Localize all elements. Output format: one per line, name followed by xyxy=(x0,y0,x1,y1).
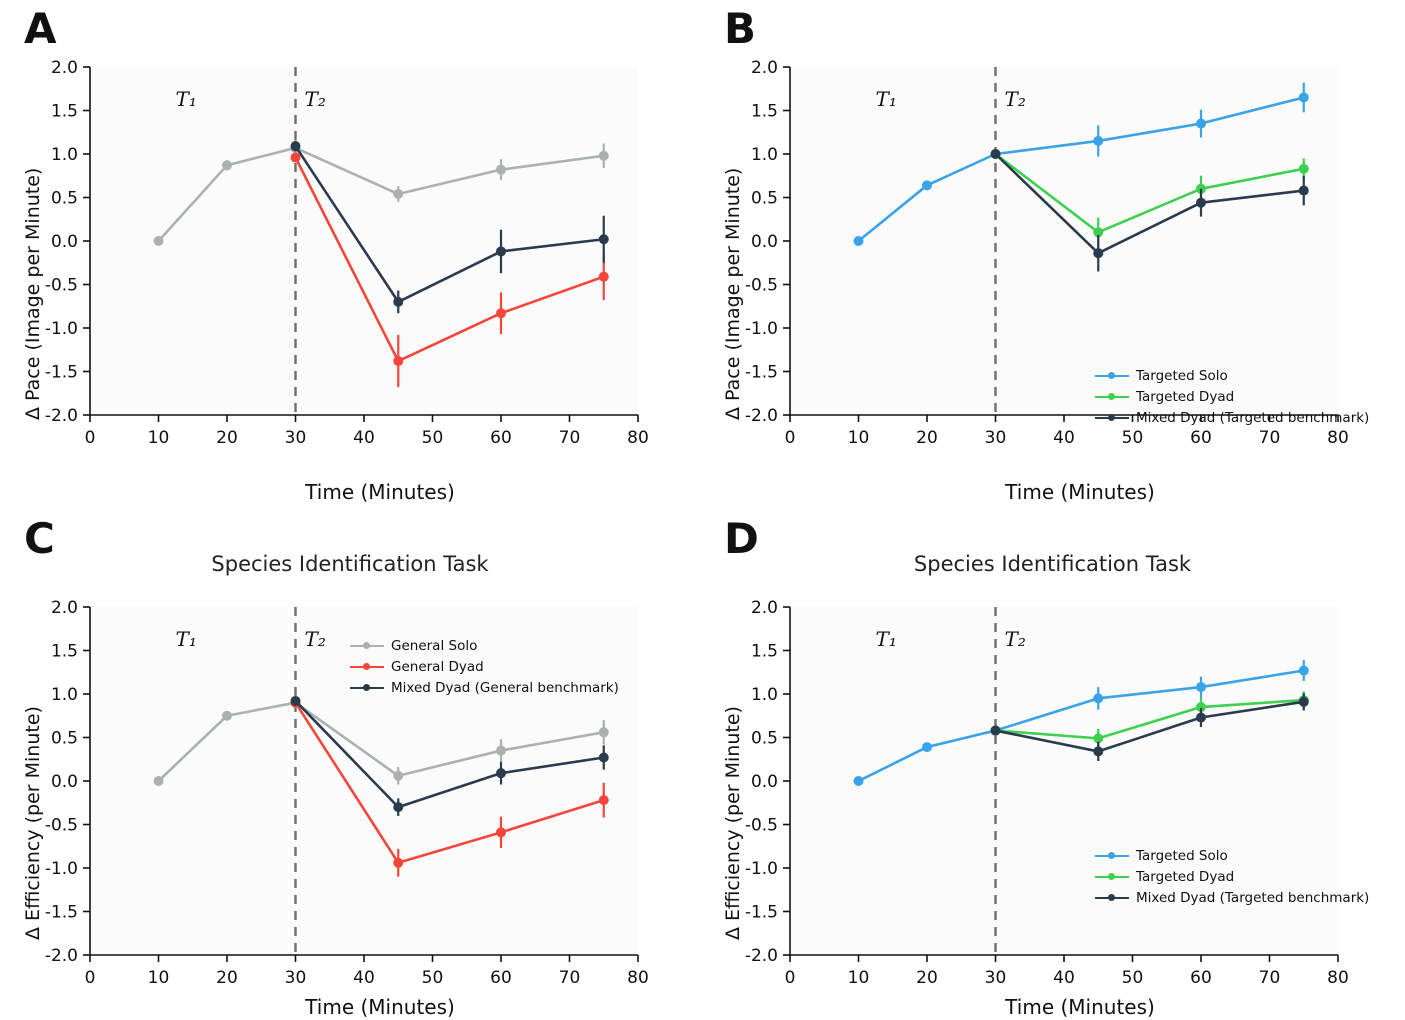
svg-text:-2.0: -2.0 xyxy=(744,406,778,426)
svg-text:50: 50 xyxy=(1121,428,1144,448)
svg-text:20: 20 xyxy=(216,428,238,448)
legend-marker-icon xyxy=(1095,412,1129,424)
svg-text:-2.0: -2.0 xyxy=(744,946,778,966)
svg-text:0.5: 0.5 xyxy=(750,728,778,749)
svg-text:60: 60 xyxy=(490,968,512,988)
panel-b xyxy=(700,0,1405,510)
svg-text:0.0: 0.0 xyxy=(50,232,78,252)
panel-title-d: Species Identification Task xyxy=(913,552,1192,576)
legend-c xyxy=(350,635,619,698)
svg-text:0: 0 xyxy=(784,428,796,448)
legend-item xyxy=(1095,887,1369,908)
svg-text:2.0: 2.0 xyxy=(750,598,778,618)
svg-text:1.5: 1.5 xyxy=(750,101,778,122)
svg-text:40: 40 xyxy=(353,968,375,988)
x-axis-label-c: Time (Minutes) xyxy=(305,995,455,1019)
chart-svg xyxy=(0,55,660,475)
svg-text:40: 40 xyxy=(1053,428,1075,448)
svg-text:80: 80 xyxy=(627,968,649,988)
panel-letter-b: B xyxy=(724,4,757,53)
svg-text:50: 50 xyxy=(421,428,444,448)
svg-text:0.0: 0.0 xyxy=(750,232,778,252)
svg-text:60: 60 xyxy=(1190,428,1212,448)
svg-text:2.0: 2.0 xyxy=(50,58,78,78)
y-axis-label-c: Δ Efficiency (per Minute) xyxy=(22,706,44,940)
svg-text:0.5: 0.5 xyxy=(50,728,78,749)
svg-text:50: 50 xyxy=(1121,968,1144,988)
legend-label: Targeted Solo xyxy=(1136,367,1228,384)
svg-text:-1.5: -1.5 xyxy=(44,902,78,923)
svg-text:1.5: 1.5 xyxy=(50,101,78,122)
y-axis-label-b: Δ Pace (Image per Minute) xyxy=(722,167,744,420)
svg-text:20: 20 xyxy=(916,428,938,448)
legend-marker-icon xyxy=(1095,391,1129,403)
svg-text:T₁: T₁ xyxy=(175,627,197,652)
legend-b xyxy=(1095,365,1369,428)
svg-text:1.0: 1.0 xyxy=(50,685,78,705)
svg-text:20: 20 xyxy=(216,968,238,988)
svg-text:T₂: T₂ xyxy=(1004,627,1026,652)
svg-text:-0.5: -0.5 xyxy=(744,275,778,296)
svg-text:10: 10 xyxy=(847,968,870,988)
svg-text:30: 30 xyxy=(284,428,307,448)
svg-text:60: 60 xyxy=(490,428,512,448)
legend-item xyxy=(350,656,619,677)
legend-label: Targeted Dyad xyxy=(1136,388,1235,405)
svg-text:10: 10 xyxy=(847,428,870,448)
svg-text:2.0: 2.0 xyxy=(750,58,778,78)
svg-text:80: 80 xyxy=(1327,428,1349,448)
plot-area-d xyxy=(700,595,1360,1015)
legend-label: General Dyad xyxy=(391,658,484,675)
svg-text:0.5: 0.5 xyxy=(750,188,778,209)
svg-text:30: 30 xyxy=(984,968,1007,988)
svg-text:70: 70 xyxy=(558,968,581,988)
svg-text:T₂: T₂ xyxy=(304,87,326,112)
legend-label: Targeted Solo xyxy=(1136,847,1228,864)
chart-svg xyxy=(700,595,1360,1015)
svg-text:10: 10 xyxy=(147,968,170,988)
legend-item xyxy=(1095,365,1369,386)
svg-text:-0.5: -0.5 xyxy=(44,275,78,296)
legend-label: Targeted Dyad xyxy=(1136,868,1235,885)
x-axis-label-a: Time (Minutes) xyxy=(305,480,455,504)
svg-text:30: 30 xyxy=(284,968,307,988)
svg-text:1.0: 1.0 xyxy=(750,145,778,165)
legend-item xyxy=(1095,386,1369,407)
legend-item xyxy=(1095,866,1369,887)
svg-text:2.0: 2.0 xyxy=(50,598,78,618)
x-axis-label-b: Time (Minutes) xyxy=(1005,480,1155,504)
legend-item xyxy=(350,635,619,656)
plot-area-a xyxy=(0,55,660,475)
svg-text:30: 30 xyxy=(984,428,1007,448)
legend-item xyxy=(1095,407,1369,428)
legend-marker-icon xyxy=(1095,892,1129,904)
svg-text:-1.5: -1.5 xyxy=(744,362,778,383)
svg-text:80: 80 xyxy=(1327,968,1349,988)
svg-text:40: 40 xyxy=(353,428,375,448)
legend-marker-icon xyxy=(1095,370,1129,382)
svg-text:0.0: 0.0 xyxy=(750,772,778,792)
svg-text:T₁: T₁ xyxy=(875,627,897,652)
panel-letter-d: D xyxy=(724,514,759,563)
svg-text:-0.5: -0.5 xyxy=(744,815,778,836)
svg-text:20: 20 xyxy=(916,968,938,988)
svg-text:-1.5: -1.5 xyxy=(44,362,78,383)
panel-c xyxy=(0,510,700,1020)
svg-text:80: 80 xyxy=(627,428,649,448)
legend-marker-icon xyxy=(350,682,384,694)
legend-d xyxy=(1095,845,1369,908)
legend-label: Mixed Dyad (General benchmark) xyxy=(391,679,619,696)
svg-text:1.5: 1.5 xyxy=(50,641,78,662)
panel-d xyxy=(700,510,1405,1020)
svg-text:T₁: T₁ xyxy=(175,87,197,112)
svg-text:0: 0 xyxy=(84,968,96,988)
svg-text:0: 0 xyxy=(84,428,96,448)
svg-text:-1.0: -1.0 xyxy=(744,859,778,879)
svg-text:T₁: T₁ xyxy=(875,87,897,112)
legend-item xyxy=(350,677,619,698)
svg-text:70: 70 xyxy=(558,428,581,448)
panel-letter-a: A xyxy=(24,4,57,53)
legend-marker-icon xyxy=(350,661,384,673)
panel-letter-c: C xyxy=(24,514,55,563)
svg-text:-0.5: -0.5 xyxy=(44,815,78,836)
svg-text:0.5: 0.5 xyxy=(50,188,78,209)
x-axis-label-d: Time (Minutes) xyxy=(1005,995,1155,1019)
svg-text:T₂: T₂ xyxy=(304,627,326,652)
y-axis-label-d: Δ Efficiency (per Minute) xyxy=(722,706,744,940)
svg-text:70: 70 xyxy=(1258,428,1281,448)
legend-marker-icon xyxy=(1095,871,1129,883)
legend-label: General Solo xyxy=(391,637,478,654)
svg-text:10: 10 xyxy=(147,428,170,448)
svg-text:70: 70 xyxy=(1258,968,1281,988)
svg-text:1.5: 1.5 xyxy=(750,641,778,662)
y-axis-label-a: Δ Pace (Image per Minute) xyxy=(22,167,44,420)
svg-text:60: 60 xyxy=(1190,968,1212,988)
svg-text:-1.0: -1.0 xyxy=(44,859,78,879)
legend-label: Mixed Dyad (Targeted benchmark) xyxy=(1136,409,1370,426)
svg-text:40: 40 xyxy=(1053,968,1075,988)
legend-label: Mixed Dyad (Targeted benchmark) xyxy=(1136,889,1370,906)
svg-text:0.0: 0.0 xyxy=(50,772,78,792)
legend-marker-icon xyxy=(1095,850,1129,862)
panel-title-c: Species Identification Task xyxy=(211,552,489,576)
panel-a xyxy=(0,0,700,510)
svg-text:1.0: 1.0 xyxy=(750,685,778,705)
svg-text:50: 50 xyxy=(421,968,444,988)
svg-text:T₂: T₂ xyxy=(1004,87,1026,112)
svg-text:0: 0 xyxy=(784,968,796,988)
svg-text:1.0: 1.0 xyxy=(50,145,78,165)
svg-text:-2.0: -2.0 xyxy=(44,406,78,426)
legend-item xyxy=(1095,845,1369,866)
legend-marker-icon xyxy=(350,640,384,652)
svg-text:-1.0: -1.0 xyxy=(744,319,778,339)
svg-text:-1.5: -1.5 xyxy=(744,902,778,923)
svg-text:-1.0: -1.0 xyxy=(44,319,78,339)
svg-text:-2.0: -2.0 xyxy=(44,946,78,966)
